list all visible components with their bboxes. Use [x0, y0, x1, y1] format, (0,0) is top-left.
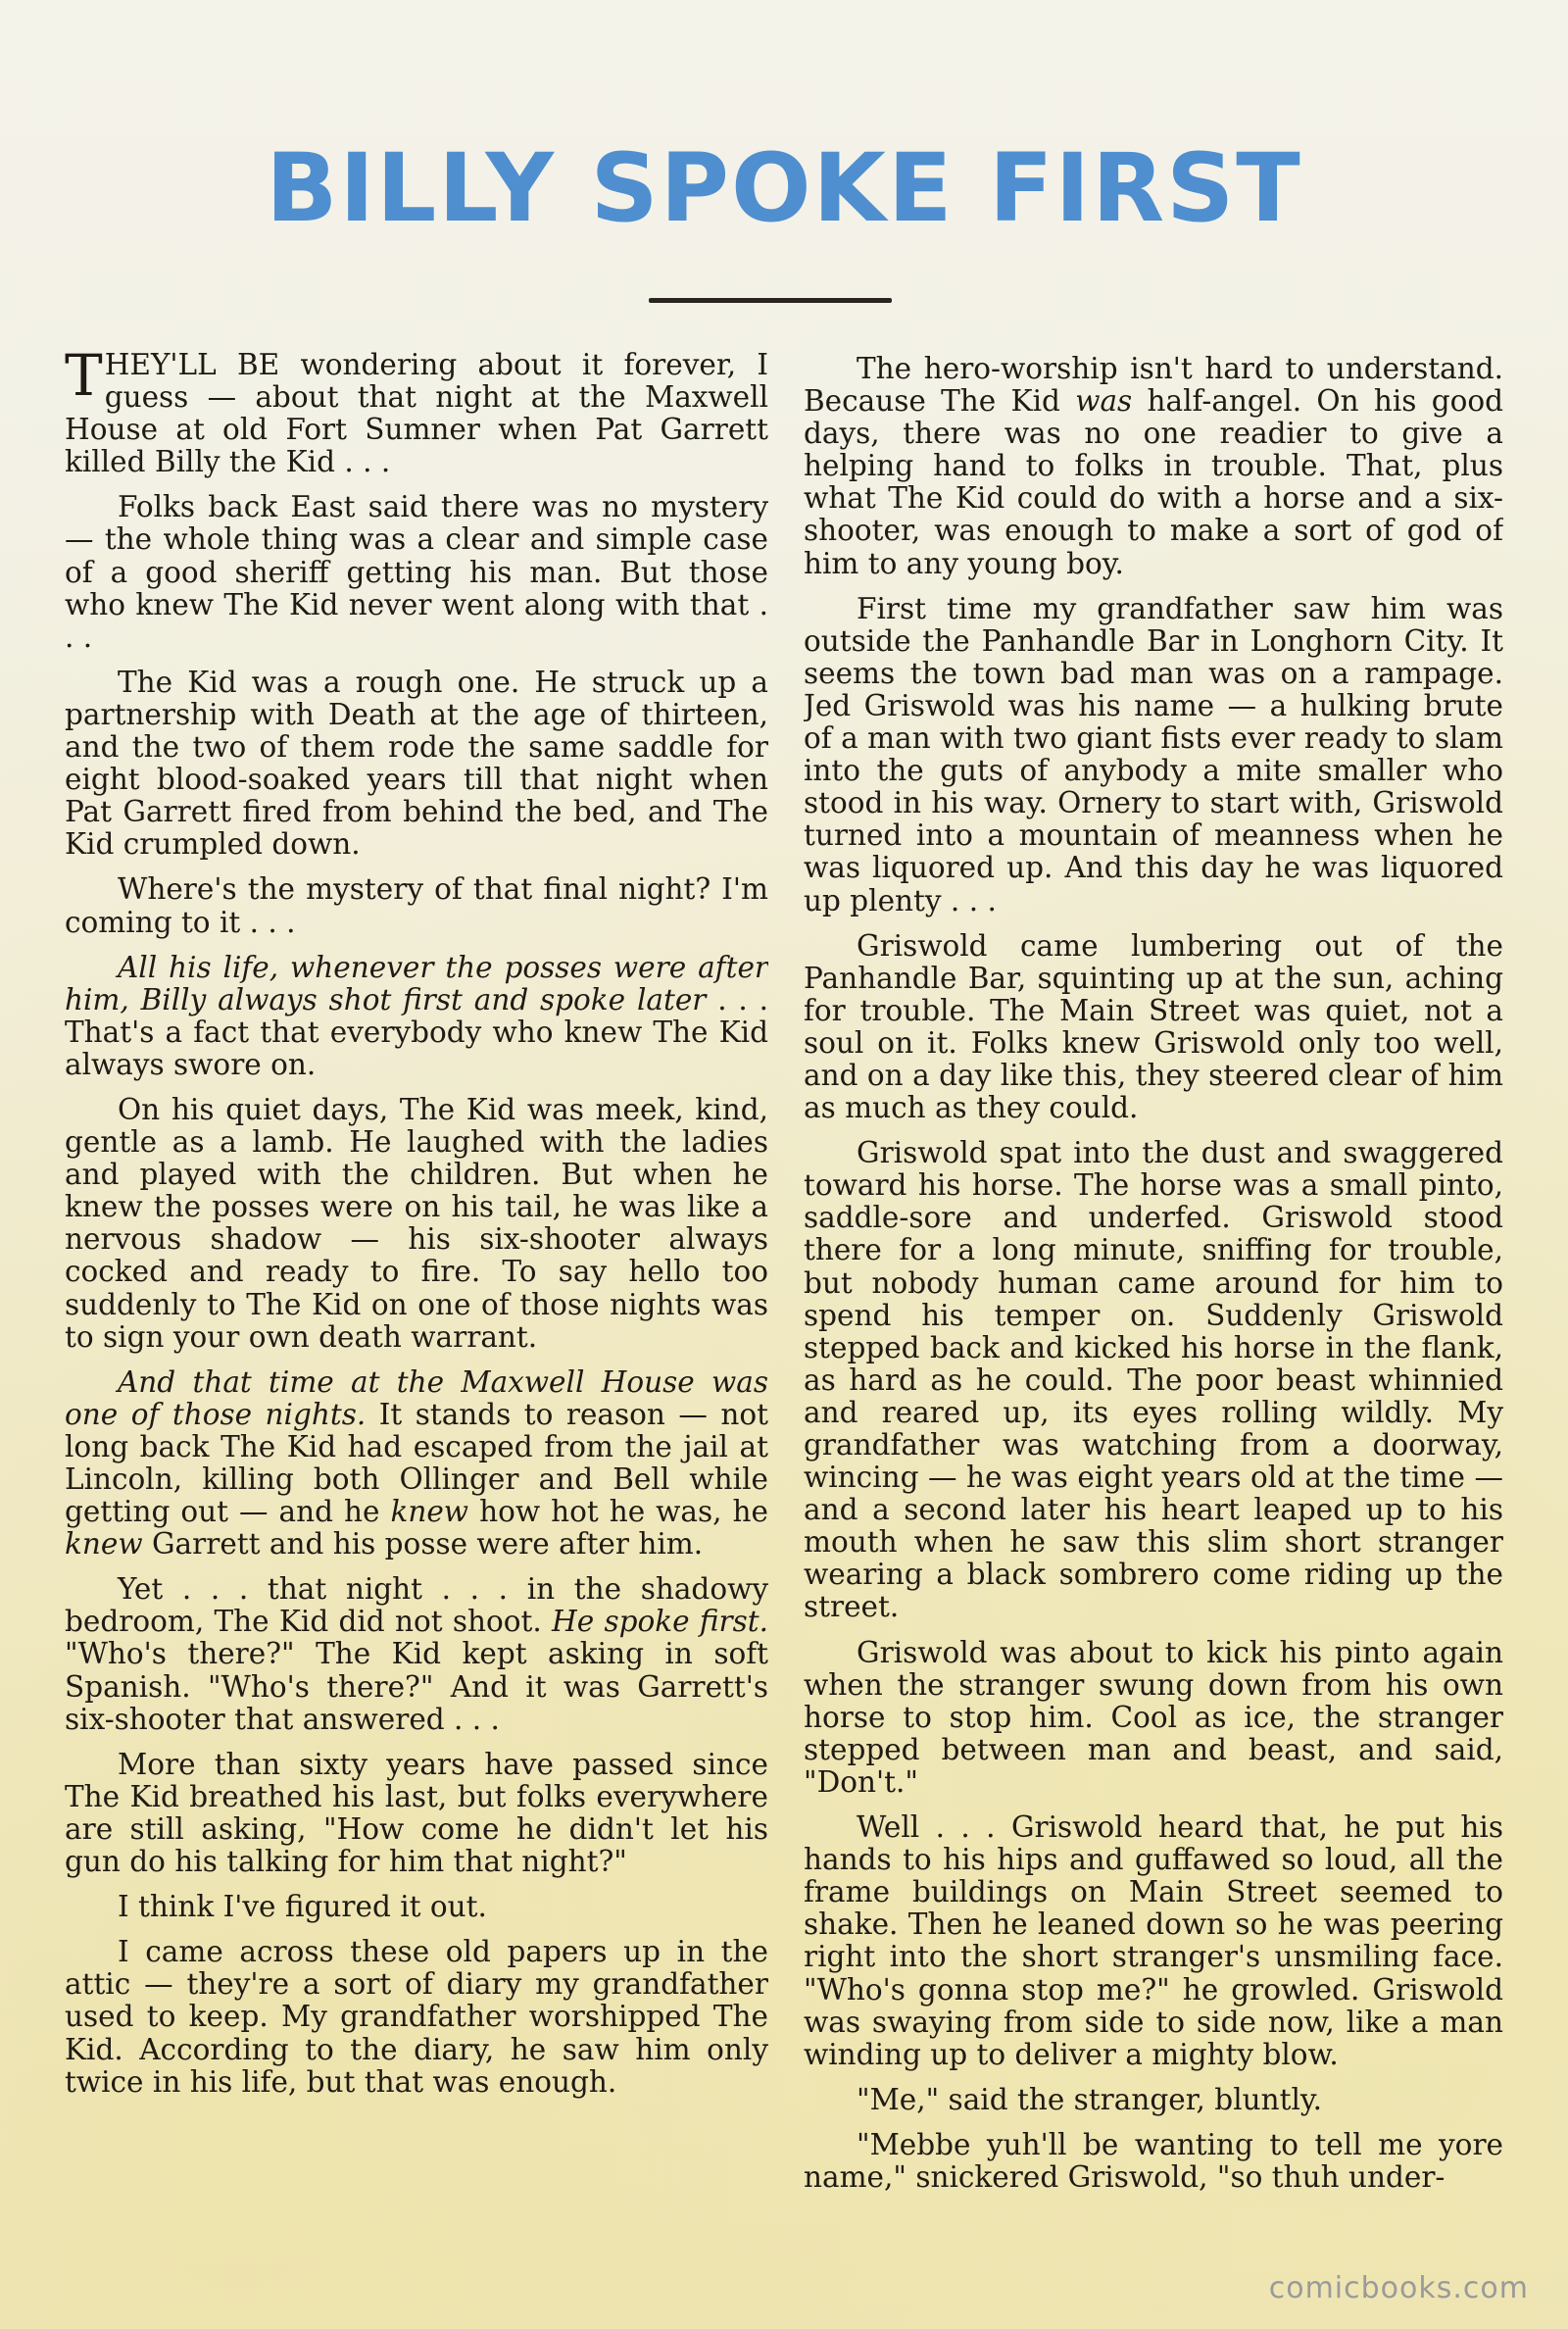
drop-cap: T — [65, 345, 103, 409]
paragraph: "Me," said the stranger, bluntly. — [857, 2082, 1323, 2116]
paragraph: Where's the mystery of that final night? I'm coming to it . . . — [65, 872, 768, 939]
story-title: BILLY SPOKE FIRST — [266, 133, 1302, 243]
paragraph: On his quiet days, The Kid was meek, kind, gentle as a lamb. He laughed with the ladies and played with the children. But when he knew the posses were on his tail, he was like a nervous shadow — his six-shooter always cocked and ready to fire. To say hello too suddenly to The Kid on one of those nights was to sign your own death warrant. — [65, 1092, 768, 1354]
title-divider — [649, 298, 892, 303]
paragraph: Griswold came lumbering out of the Panhandle Bar, squinting up at the sun, aching for trouble. The Main Street was quiet, not a soul on it. Folks knew Griswold only too well, and on a day like this, they steered clear of him as much as they could. — [804, 928, 1503, 1125]
paragraph: First time my grandfather saw him was outside the Panhandle Bar in Longhorn City. It seems the town bad man was on a rampage. Jed Griswold was his name — a hulking brute of a man with two giant fists ever ready to slam into the guts of anybody a mite smaller who stood in his way. Ornery to start with, Griswold turned into a mountain of meanness when he was liquored up. And this day he was liquored up plenty . . . — [804, 591, 1503, 917]
paragraph: "Mebbe yuh'll be wanting to tell me yore name," snickered Griswold, "so thuh under- — [804, 2127, 1503, 2194]
paragraph: Yet . . . that night . . . in the shadowy bedroom, The Kid did not shoot. He spoke first. "Who's there?" The Kid kept asking in soft Spanish. "Who's there?" And it was Garrett's six-shooter that answered . . . — [65, 1572, 768, 1736]
paragraph: I came across these old papers up in the attic — they're a sort of diary my grandfather used to keep. My grandfather worshipped The Kid. According to the diary, he saw him only twice in his life, but that was enough. — [65, 1935, 768, 2099]
paragraph: Griswold was about to kick his pinto again when the stranger swung down from his own horse to stop him. Cool as ice, the stranger stepped between man and beast, and said, "Don't." — [804, 1635, 1503, 1799]
paragraph: More than sixty years have passed since The Kid breathed his last, but folks everywhere are still asking, "How come he didn't let his gun do his talking for him that night?" — [65, 1747, 768, 1879]
paragraph: And that time at the Maxwell House was one of those nights. It stands to reason — not long back The Kid had escaped from the jail at Lincoln, killing both Ollinger and Bell while getting out — and he knew how hot he was, he knew Garrett and his posse were after him. — [65, 1364, 768, 1561]
paragraph: The Kid was a rough one. He struck up a partnership with Death at the age of thirteen, and the two of them rode the same saddle for eight blood-soaked years till that night when Pat Garrett fired from behind the bed, and The Kid crumpled down. — [65, 665, 768, 862]
paragraph: Well . . . Griswold heard that, he put his hands to his hips and guffawed so loud, all the frame buildings on Main Street seemed to shake. Then he leaned down so he was peering right into the short stranger's unsmiling face. "Who's gonna stop me?" he growled. Griswold was swaying from side to side now, like a man winding up to deliver a mighty blow. — [804, 1810, 1503, 2071]
left-text-column — [65, 345, 768, 2247]
right-text-column — [804, 345, 1503, 2247]
paragraph: Folks back East said there was no mystery — the whole thing was a clear and simple case of a good sheriff getting his man. But those who knew The Kid never went along with that . . . — [65, 490, 768, 654]
paragraph: THEY'LL BE wondering about it forever, I guess — about that night at the Maxwell House at old Fort Sumner when Pat Garrett killed Billy the Kid . . . — [65, 345, 768, 479]
paragraph: The hero-worship isn't hard to understand. Because The Kid was half-angel. On his good days, there was no one readier to give a helping hand to folks in trouble. That, plus what The Kid could do with a horse and a six-shooter, was enough to make a sort of god of him to any young boy. — [804, 352, 1503, 580]
paragraph: Griswold spat into the dust and swaggered toward his horse. The horse was a small pinto, saddle-sore and underfed. Griswold stood there for a long minute, sniffing for trouble, but nobody human came around for him to spend his temper on. Suddenly Griswold stepped back and kicked his horse in the flank, as hard as he could. The poor beast whinnied and reared up, its eyes rolling wildly. My grandfather was watching from a doorway, wincing — he was eight years old at the time — and a second later his heart leaped up to his mouth when he saw this slim short stranger wearing a black sombrero come riding up the street. — [804, 1136, 1503, 1624]
paragraph: All his life, whenever the posses were after him, Billy always shot first and spoke later . . . That's a fact that everybody who knew The Kid always swore on. — [65, 950, 768, 1081]
paragraph: I think I've figured it out. — [118, 1890, 487, 1924]
watermark: comicbooks.com — [1268, 2271, 1529, 2305]
